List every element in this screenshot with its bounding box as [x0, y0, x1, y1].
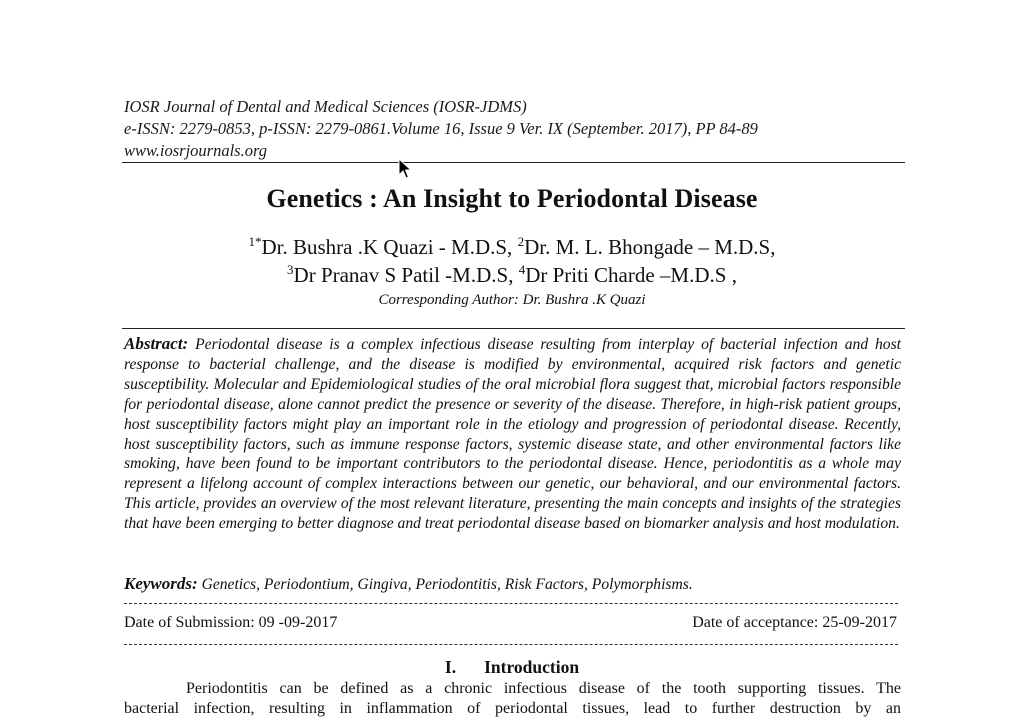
author-4: Dr Priti Charde –M.D.S ,	[525, 263, 737, 287]
dashed-separator-top	[124, 603, 898, 604]
keywords-text: Genetics, Periodontium, Gingiva, Periodontitis, Risk Factors, Polymorphisms.	[197, 576, 693, 593]
author-3-affiliation: 3	[287, 262, 294, 277]
author-1-affiliation: 1*	[248, 234, 262, 249]
author-3: Dr Pranav S Patil -M.D.S,	[293, 263, 519, 287]
author-4-affiliation: 4	[518, 262, 526, 277]
author-2: Dr. M. L. Bhongade – M.D.S,	[524, 235, 776, 259]
mouse-pointer-icon	[398, 158, 412, 180]
authors-line-1	[0, 234, 1024, 260]
section-heading-introduction	[0, 657, 1024, 678]
dashed-separator-bottom	[124, 644, 898, 645]
journal-name: IOSR Journal of Dental and Medical Sciences (IOSR-JDMS)	[124, 97, 527, 116]
abstract-text: Periodontal disease is a complex infectious disease resulting from interplay of bacterial infection and host response to bacterial challenge, and the disease is modified by environmental, acquired risk factors and genetic susceptibility. Molecular and Epidemiological studies of the oral microbial flora suggest that, microbial factors responsible for periodontal disease, alone cannot predict the presence or severity of the disease. Therefore, in high-risk patient groups, host susceptibility factors might play an important role in the etiology and progression of periodontal disease. Recently, host susceptibility factors, such as immune response factors, systemic disease state, and other environmental factors like smoking, have been found to be important contributors to the periodontal disease. Hence, periodontitis as a whole may represent a lifelong account of complex interactions between our genetic, our behavioral, and our environmental factors. This article, provides an overview of the most relevant literature, presenting the main concepts and insights of the strategies that have been emerging to better diagnose and treat periodontal disease based on biomarker analysis and host modulation.	[124, 336, 901, 533]
section-number: I.	[444, 657, 457, 677]
corresponding-author: Corresponding Author: Dr. Bushra .K Quazi	[378, 292, 646, 308]
paper-title: Genetics : An Insight to Periodontal Disease	[266, 184, 758, 213]
abstract-top-rule	[122, 328, 905, 329]
journal-website: www.iosrjournals.org	[124, 141, 268, 160]
author-1: Dr. Bushra .K Quazi - M.D.S,	[261, 235, 518, 259]
intro-line-2: bacterial infection, resulting in inflammation of periodontal tissues, lead to further destruction by an	[124, 700, 901, 717]
abstract-label: Abstract:	[124, 334, 189, 353]
author-2-affiliation: 2	[517, 234, 525, 249]
abstract	[124, 334, 901, 534]
issn-volume-line: e-ISSN: 2279-0853, p-ISSN: 2279-0861.Volume 16, Issue 9 Ver. IX (September. 2017), PP 84-89	[124, 119, 758, 138]
dates-row	[124, 614, 897, 632]
header-divider	[122, 162, 905, 163]
introduction-body	[124, 679, 901, 719]
acceptance-date: Date of acceptance: 25-09-2017	[692, 614, 897, 631]
keywords	[124, 574, 904, 594]
authors-line-2	[0, 262, 1024, 288]
section-title: Introduction	[484, 657, 580, 677]
keywords-label: Keywords:	[124, 574, 198, 593]
submission-date: Date of Submission: 09 -09-2017	[124, 614, 338, 631]
intro-line-1: Periodontitis can be defined as a chronic infectious disease of the tooth supporting tissues. The	[186, 680, 901, 697]
